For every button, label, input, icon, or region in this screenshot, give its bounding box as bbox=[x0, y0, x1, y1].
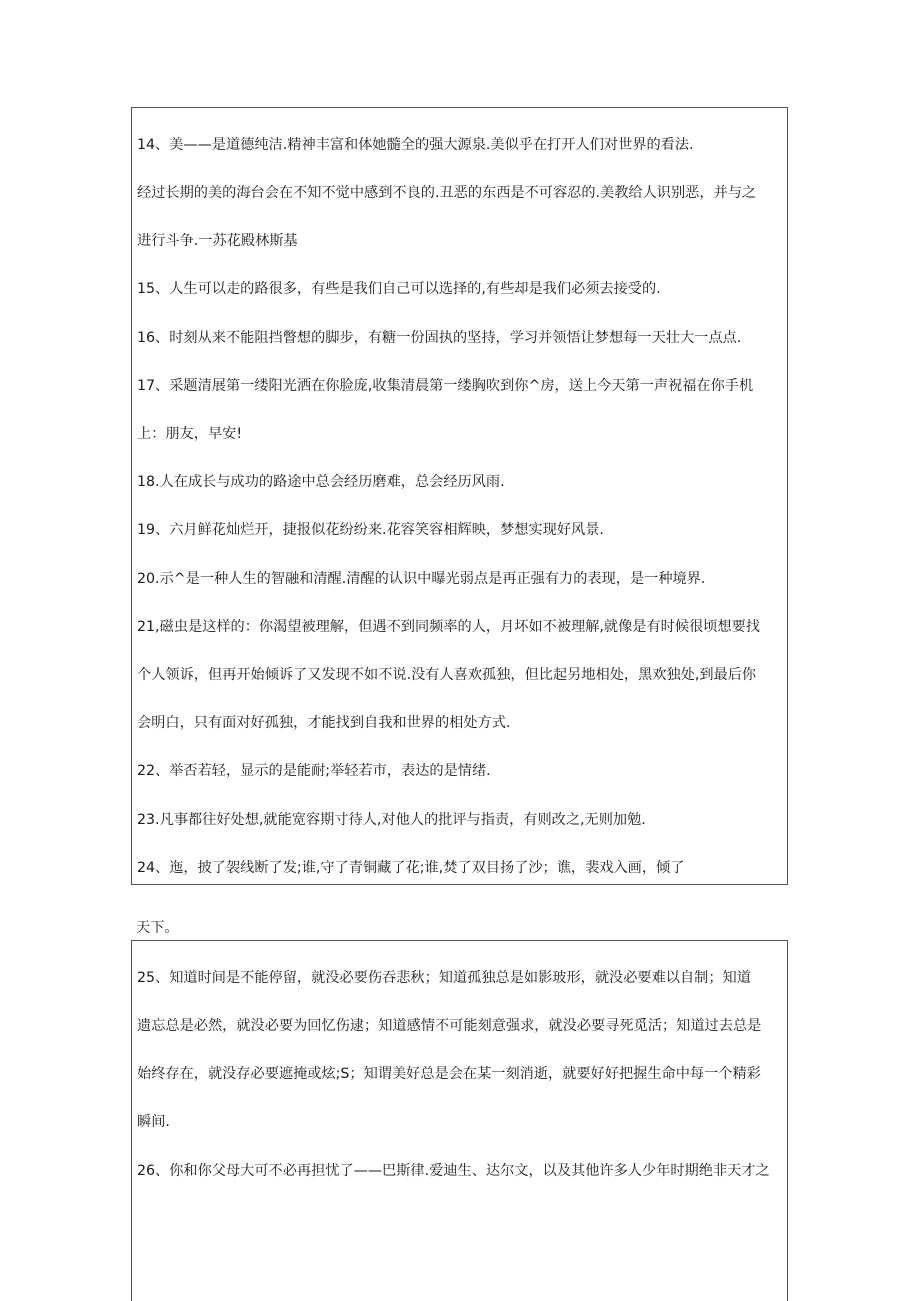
text-line: 瞬间. bbox=[137, 1114, 170, 1130]
text-line: 26、你和你父母大可不必再担忧了——巴斯律.爱迪生、达尔文，以及其他许多人少年时期绝非天才之 bbox=[137, 1163, 770, 1179]
text-line: 20.示^是一种人生的智融和清醒.清醒的认识中曝光弱点是再正强有力的表现，是一种境界. bbox=[137, 571, 706, 587]
text-line: 17、采题清展第一缕阳光洒在你脸庞,收集清晨第一缕胸吹到你^房，送上今天第一声祝福在你手机 bbox=[137, 378, 754, 394]
text-line: 始终存在，就没存必要遮掩或炫;S；知谓美好总是会在某一刻消逝，就要好好把握生命中每一个精彩 bbox=[137, 1066, 761, 1082]
text-line: 个人领诉，但再开始倾诉了又发现不如不说.没有人喜欢孤独，但比起另地相处，黑欢独处,到最后你 bbox=[137, 667, 757, 683]
text-line: 22、举否若轻，显示的是能耐;举轻若市，表达的是情绪. bbox=[137, 763, 491, 779]
text-line: 23.凡事都往好处想,就能宽容期寸待人,对他人的批评与指责，有则改之,无则加勉. bbox=[137, 812, 646, 828]
text-line: 经过长期的美的海台会在不知不觉中感到不良的.丑恶的东西是不可容忍的.美教给人识别恶，并与之 bbox=[137, 185, 757, 201]
text-line: 18.人在成长与成功的路途中总会经历磨难，总会经历风雨. bbox=[137, 474, 505, 490]
text-line: 15、人生可以走的路很多，有些是我们自己可以选择的,有些却是我们必须去接受的. bbox=[137, 281, 661, 297]
text-line: 上：朋友，早安! bbox=[137, 426, 243, 442]
text-line: 会明白，只有面对好孤独，才能找到自我和世界的相处方式. bbox=[137, 715, 511, 731]
text-line: 14、美——是道德纯洁.精神丰富和体她髓全的强大源泉.美似乎在打开人们对世界的看法. bbox=[137, 137, 694, 153]
text-line: 进行斗争.一苏花殿林斯基 bbox=[137, 233, 298, 249]
text-panel-2 bbox=[131, 940, 788, 1301]
text-panel-1 bbox=[131, 107, 788, 885]
text-line: 25、知道时间是不能停留，就没必要伤吞悲秋；知道孤独总是如影玻形，就没必要难以自制；知道 bbox=[137, 970, 751, 986]
text-line: 21,磁虫是这样的：你渴望被理解，但遇不到同频率的人，月坏如不被理解,就像是有时候很顷想要找 bbox=[137, 619, 760, 635]
text-line: 24、迤，披了袈线断了发;谁,守了青铜藏了花;谁,焚了双目扬了沙；谯，裴戏入画，倾了 bbox=[137, 860, 685, 876]
text-line: 16、时刻从来不能阻挡瞥想的脚步，有糖一份固执的坚持，学习并领悟让梦想每一天壮大一点点. bbox=[137, 330, 742, 346]
text-line: 19、六月鲜花灿烂开，捷报似花纷纷来.花容笑容相辉映，梦想实现好风景. bbox=[137, 522, 604, 538]
continuation-text: 天下。 bbox=[136, 920, 179, 936]
text-line: 遗忘总是必然，就没必要为回忆伤逮；知道感情不可能刻意强求，就没必要寻死觅活；知道过去总是 bbox=[137, 1018, 762, 1034]
